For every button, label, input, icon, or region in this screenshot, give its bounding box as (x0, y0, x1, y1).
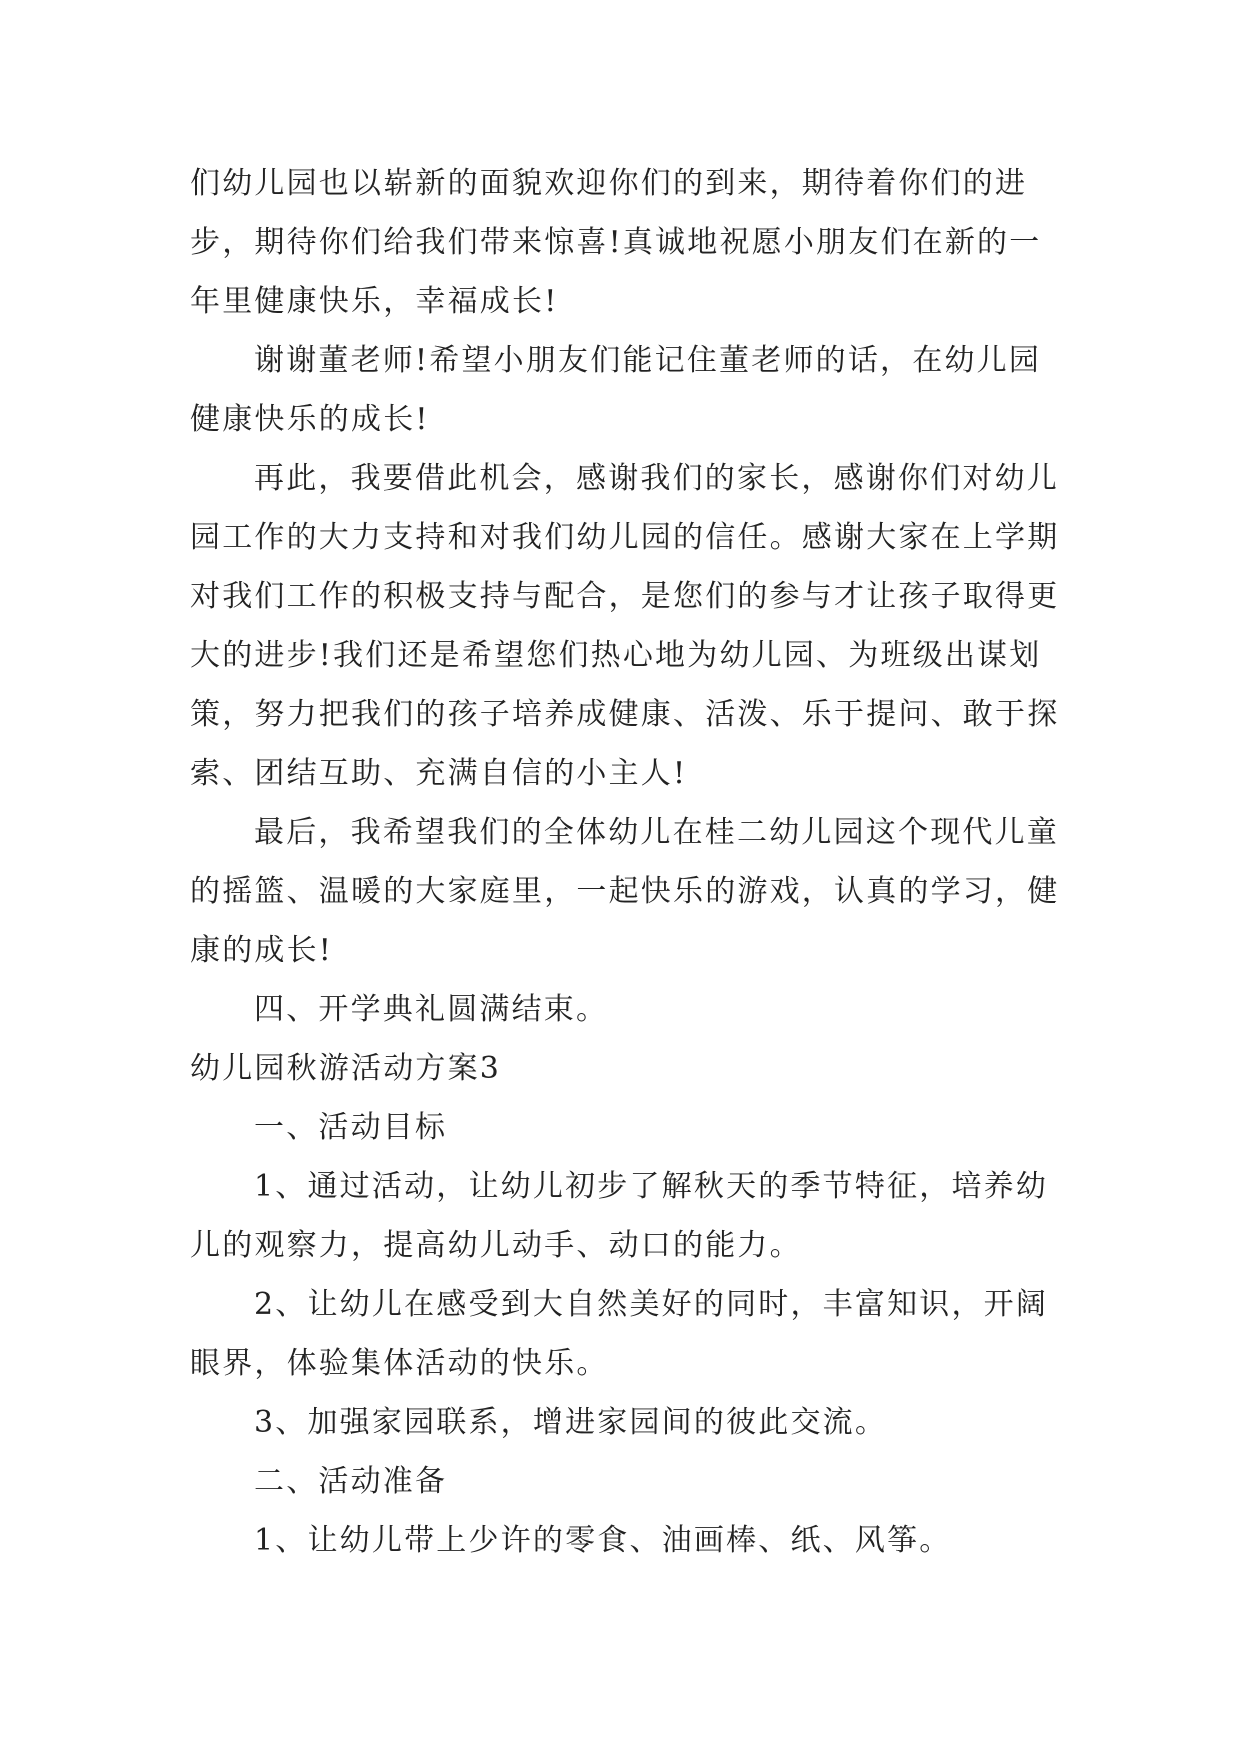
paragraph-continuation: 们幼儿园也以崭新的面貌欢迎你们的到来，期待着你们的进步，期待你们给我们带来惊喜!真诚地祝愿小朋友们在新的一年里健康快乐，幸福成长! (190, 166, 1042, 319)
goal-item-3: 3、加强家园联系，增进家园间的彼此交流。 (254, 1405, 888, 1440)
goal-item-1: 1、通过活动，让幼儿初步了解秋天的季节特征，培养幼儿的观察力，提高幼儿动手、动口的能力。 (190, 1169, 1049, 1263)
subheading-goals: 一、活动目标 (254, 1110, 448, 1145)
section-heading: 幼儿园秋游活动方案3 (190, 1051, 502, 1086)
paragraph-thanks-parents: 再此，我要借此机会，感谢我们的家长，感谢你们对幼儿园工作的大力支持和对我们幼儿园的信任。感谢大家在上学期对我们工作的积极支持与配合，是您们的参与才让孩子取得更大的进步!我们还是希望您们热心地为幼儿园、为班级出谋划策，努力把我们的孩子培养成健康、活泼、乐于提问、敢于探索、团结互助、充满自信的小主人! (190, 461, 1060, 791)
paragraph-thanks-teacher: 谢谢董老师!希望小朋友们能记住董老师的话，在幼儿园健康快乐的成长! (190, 343, 1042, 437)
paragraph-ceremony-end: 四、开学典礼圆满结束。 (254, 992, 609, 1027)
goal-item-2: 2、让幼儿在感受到大自然美好的同时，丰富知识，开阔眼界，体验集体活动的快乐。 (190, 1287, 1049, 1381)
preparation-item-1: 1、让幼儿带上少许的零食、油画棒、纸、风筝。 (254, 1523, 952, 1558)
subheading-preparation: 二、活动准备 (254, 1464, 448, 1499)
paragraph-closing-wish: 最后，我希望我们的全体幼儿在桂二幼儿园这个现代儿童的摇篮、温暖的大家庭里，一起快乐的游戏，认真的学习，健康的成长! (190, 815, 1060, 968)
document-body (190, 154, 1060, 1570)
